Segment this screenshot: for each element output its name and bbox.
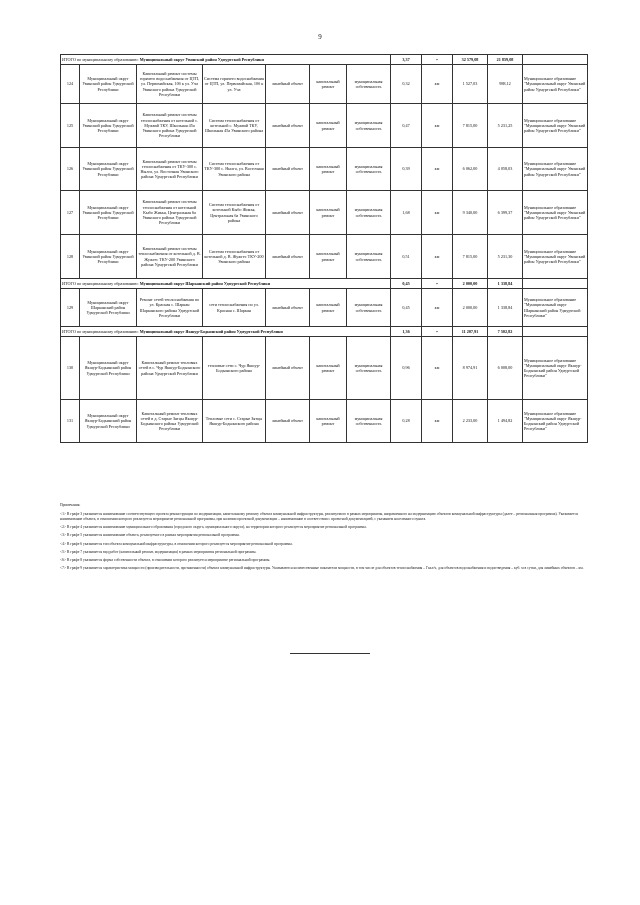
summary-row [61,55,588,65]
row-ownership: муниципальная собственность [347,400,391,443]
row-number: 131 [61,400,80,443]
row-work-type: капитальный ремонт [310,65,347,104]
row-remark: Муниципальное образование "Муниципальный округ Якшур-Бодьинский район Удмуртской Республики" [523,400,588,443]
row-object-name: Система теплоснабжения от котельной с. Мужвай ТКУ, Школьная 45а Увинского района [203,104,266,148]
row-subsidy: 5 231,30 [488,235,523,279]
row-object-name: тепловые сети с. Чур Якшур-Бодьинского района [203,337,266,400]
summary-remark [523,327,588,337]
row-unit: км [422,289,453,327]
row-municipality: Муниципальный округ Шарканский район Удмуртской Республики [80,289,137,327]
row-event-title: Капитальный ремонт тепловых сетей в д. Старые Зятцы Якшур-Бодьинского района Удмуртской Республики [137,400,203,443]
row-total-cost: 2 233,00 [453,400,488,443]
table-row [61,191,588,235]
row-number: 128 [61,235,80,279]
summary-row [61,279,588,289]
row-unit: км [422,400,453,443]
row-object-name: Система теплоснабжения от котельной д. В. Жужгес ТКУ-200 Увинского района [203,235,266,279]
row-total-cost: 2 000,00 [453,289,488,327]
note-item: <5> В графе 7 указывается вид работ (капитальный ремонт, модернизация) в рамках мероприятия региональной программы. [60,549,257,554]
table-row [61,289,588,327]
summary-length: 1,36 [391,327,422,337]
note-item: <2> В графе 4 указывается наименование муниципального образования (городского округа, муниципального округа), на территории которого реализуется мероприятие региональной программы. [60,525,367,530]
row-number: 130 [61,337,80,400]
row-object-name: сети теплоснабжения по ул. Красная с. Шаркан [203,289,266,327]
row-length: 0,51 [391,235,422,279]
note-item: <1> В графе 3 указывается наименование соответствующего проекта реконструкции по модернизации, капитальному ремонту объекта коммунальной инфраструктуры, реализуемого в рамках мероприятия, направленного на модернизацию объектов коммунальной инфраструктуры (далее – региональная программа). Указывается наименование объекта, в отношении которого реализуется мероприятие региональной программы, при наличии проектной документации – наименование в соответствии с проектной документацией, с указанием населенного пункта. [60,512,578,521]
row-remark: Муниципальное образование "Муниципальный округ Увинский район Удмуртской Республики" [523,235,588,279]
summary-cost: 32 579,08 [453,55,488,65]
row-ownership: муниципальная собственность [347,235,391,279]
note-item: <3> В графе 5 указывается наименование объекта, реализуемого в рамках мероприятия региональной программы. [60,533,240,538]
row-remark: Муниципальное образование "Муниципальный округ Увинский район Удмуртской Республики" [523,104,588,148]
row-subsidy: 988,12 [488,65,523,104]
row-object-name: Система теплоснабжения от ТКУ-300 с. Нылга, ул. Восточная Увинского района [203,148,266,191]
row-object-type: линейный объект [266,337,310,400]
row-subsidy: 5 231,25 [488,104,523,148]
row-length: 0,96 [391,337,422,400]
summary-prefix: ИТОГО по муниципальному образованию: [62,56,139,62]
row-ownership: муниципальная собственность [347,104,391,148]
row-work-type: капитальный ремонт [310,400,347,443]
row-object-name: Тепловые сети с. Старые Зятцы Якшур-Бодьинского района [203,400,266,443]
row-subsidy: 6 399,37 [488,191,523,235]
summary-subsidy: 7 502,82 [488,327,523,337]
summary-label [61,279,391,289]
row-object-type: линейный объект [266,235,310,279]
summary-label [61,55,391,65]
row-object-type: линейный объект [266,191,310,235]
row-length: 1,68 [391,191,422,235]
row-total-cost: 1 527,03 [453,65,488,104]
row-number: 125 [61,104,80,148]
row-event-title: Капитальный ремонт системы теплоснабжения от котельной Кыбо Жикья, Центральная 6а Увинского района Удмуртской Республики [137,191,203,235]
summary-subsidy: 1 338,84 [488,279,523,289]
row-number: 129 [61,289,80,327]
row-object-type: линейный объект [266,65,310,104]
summary-unit: • [422,279,453,289]
notes-block [60,503,587,574]
row-ownership: муниципальная собственность [347,337,391,400]
row-work-type: капитальный ремонт [310,337,347,400]
summary-prefix: ИТОГО по муниципальному образованию: [62,280,139,286]
row-ownership: муниципальная собственность [347,289,391,327]
summary-mo-name: Муниципальный округ Якшур-Бодьинский район Удмуртской Республики [139,328,283,334]
row-length: 0,28 [391,400,422,443]
summary-label [61,327,391,337]
row-work-type: капитальный ремонт [310,235,347,279]
row-length: 0,32 [391,65,422,104]
signature-line [290,653,370,654]
row-event-title: Капитальный ремонт системы теплоснабжения от котельной с. Мужвай ТКУ, Школьная 45а Увинского района Удмуртской Республики [137,104,203,148]
row-work-type: капитальный ремонт [310,289,347,327]
row-object-name: Система горячего водоснабжения от ЦТП, ул. Первомайская, 10б к ул. Уча [203,65,266,104]
row-event-title: Капитальный ремонт системы горячего водоснабжения от ЦТП, ул. Первомайская, 10б к ул. Уча Увинского района Удмуртской Республики [137,65,203,104]
row-remark: Муниципальное образование "Муниципальный округ Увинский район Удмуртской Республики" [523,65,588,104]
row-total-cost: 9 340,00 [453,191,488,235]
row-event-title: Капитальный ремонт системы теплоснабжения от котельной д. В. Жужгес ТКУ-200 Увинского района Удмуртской Республики [137,235,203,279]
row-municipality: Муниципальный округ Якшур-Бодьинский район Удмуртской Республики [80,400,137,443]
row-unit: км [422,148,453,191]
row-unit: км [422,337,453,400]
row-length: 0,39 [391,148,422,191]
summary-unit: • [422,55,453,65]
row-ownership: муниципальная собственность [347,148,391,191]
page-number: 9 [318,33,322,41]
row-municipality: Муниципальный округ Увинский район Удмуртской Республики [80,191,137,235]
table-row [61,148,588,191]
row-total-cost: 6 062,00 [453,148,488,191]
row-number: 126 [61,148,80,191]
note-item: <7> В графе 9 указывается характеристика мощности (производительности, протяженности) объекта коммунальной инфраструктуры. Указываются количественные показатели мощности, в том числе для объектов теплоснабжения – Гкал/ч, для объектов водоснабжения и водоотведения – куб. м в сутки, для линейных объектов – км. [60,566,584,571]
row-work-type: капитальный ремонт [310,191,347,235]
row-municipality: Муниципальный округ Увинский район Удмуртской Республики [80,235,137,279]
summary-cost: 2 000,00 [453,279,488,289]
row-ownership: муниципальная собственность [347,65,391,104]
row-object-type: линейный объект [266,148,310,191]
summary-length: 0,45 [391,279,422,289]
note-item: <4> В графе 6 указывается тип объекта коммунальной инфраструктуры, в отношении которого реализуется мероприятие региональной программы. [60,541,293,546]
row-total-cost: 7 815,00 [453,235,488,279]
summary-mo-name: Муниципальный округ Шарканский район Удмуртской Республики [139,280,271,286]
table-body [61,55,588,443]
row-unit: км [422,235,453,279]
row-unit: км [422,191,453,235]
row-object-name: Система теплоснабжения от котельной Кыбо Жикья, Центральная 6а Увинского района [203,191,266,235]
row-number: 127 [61,191,80,235]
row-work-type: капитальный ремонт [310,104,347,148]
table-row [61,235,588,279]
row-length: 0,47 [391,104,422,148]
row-subsidy: 6 008,00 [488,337,523,400]
row-event-title: Капитальный ремонт системы теплоснабжения от ТКУ-300 с. Нылга, ул. Восточная Увинского района Удмуртской Республики [137,148,203,191]
row-subsidy: 4 058,03 [488,148,523,191]
row-subsidy: 1 494,82 [488,400,523,443]
note-item: <6> В графе 8 указывается форма собственности объекта, в отношении которого реализуется мероприятие региональной программы. [60,557,271,562]
row-ownership: муниципальная собственность [347,191,391,235]
row-work-type: капитальный ремонт [310,148,347,191]
row-total-cost: 7 815,00 [453,104,488,148]
row-remark: Муниципальное образование "Муниципальный округ Увинский район Удмуртской Республики" [523,148,588,191]
table-row [61,400,588,443]
row-subsidy: 1 338,84 [488,289,523,327]
row-object-type: линейный объект [266,104,310,148]
summary-remark [523,55,588,65]
table-row [61,65,588,104]
summary-unit: • [422,327,453,337]
summary-mo-name: Муниципальный округ Увинский район Удмуртской Республики [139,56,264,62]
row-municipality: Муниципальный округ Увинский район Удмуртской Республики [80,65,137,104]
row-municipality: Муниципальный округ Якшур-Бодьинский район Удмуртской Республики [80,337,137,400]
summary-subsidy: 21 859,08 [488,55,523,65]
table-row [61,337,588,400]
row-remark: Муниципальное образование "Муниципальный округ Якшур-Бодьинский район Удмуртской Республики" [523,337,588,400]
table-row [61,104,588,148]
summary-remark [523,279,588,289]
summary-prefix: ИТОГО по муниципальному образованию: [62,328,139,334]
row-unit: км [422,65,453,104]
row-municipality: Муниципальный округ Увинский район Удмуртской Республики [80,104,137,148]
program-objects-table [60,54,588,443]
row-event-title: Ремонт сетей теплоснабжения по ул. Красная с. Шаркан Шарканского района Удмуртской Республики [137,289,203,327]
summary-length: 3,37 [391,55,422,65]
row-unit: км [422,104,453,148]
summary-cost: 11 207,91 [453,327,488,337]
notes-heading: Примечания. [60,503,81,507]
row-remark: Муниципальное образование "Муниципальный округ Увинский район Удмуртской Республики" [523,191,588,235]
row-event-title: Капитальный ремонт тепловых сетей в с. Чур Якшур-Бодьинского района Удмуртской Республики [137,337,203,400]
row-length: 0,45 [391,289,422,327]
row-remark: Муниципальное образование "Муниципальный округ Шарканский район Удмуртской Республики" [523,289,588,327]
row-object-type: линейный объект [266,400,310,443]
row-total-cost: 8 974,91 [453,337,488,400]
row-municipality: Муниципальный округ Увинский район Удмуртской Республики [80,148,137,191]
summary-row [61,327,588,337]
row-number: 124 [61,65,80,104]
row-object-type: линейный объект [266,289,310,327]
